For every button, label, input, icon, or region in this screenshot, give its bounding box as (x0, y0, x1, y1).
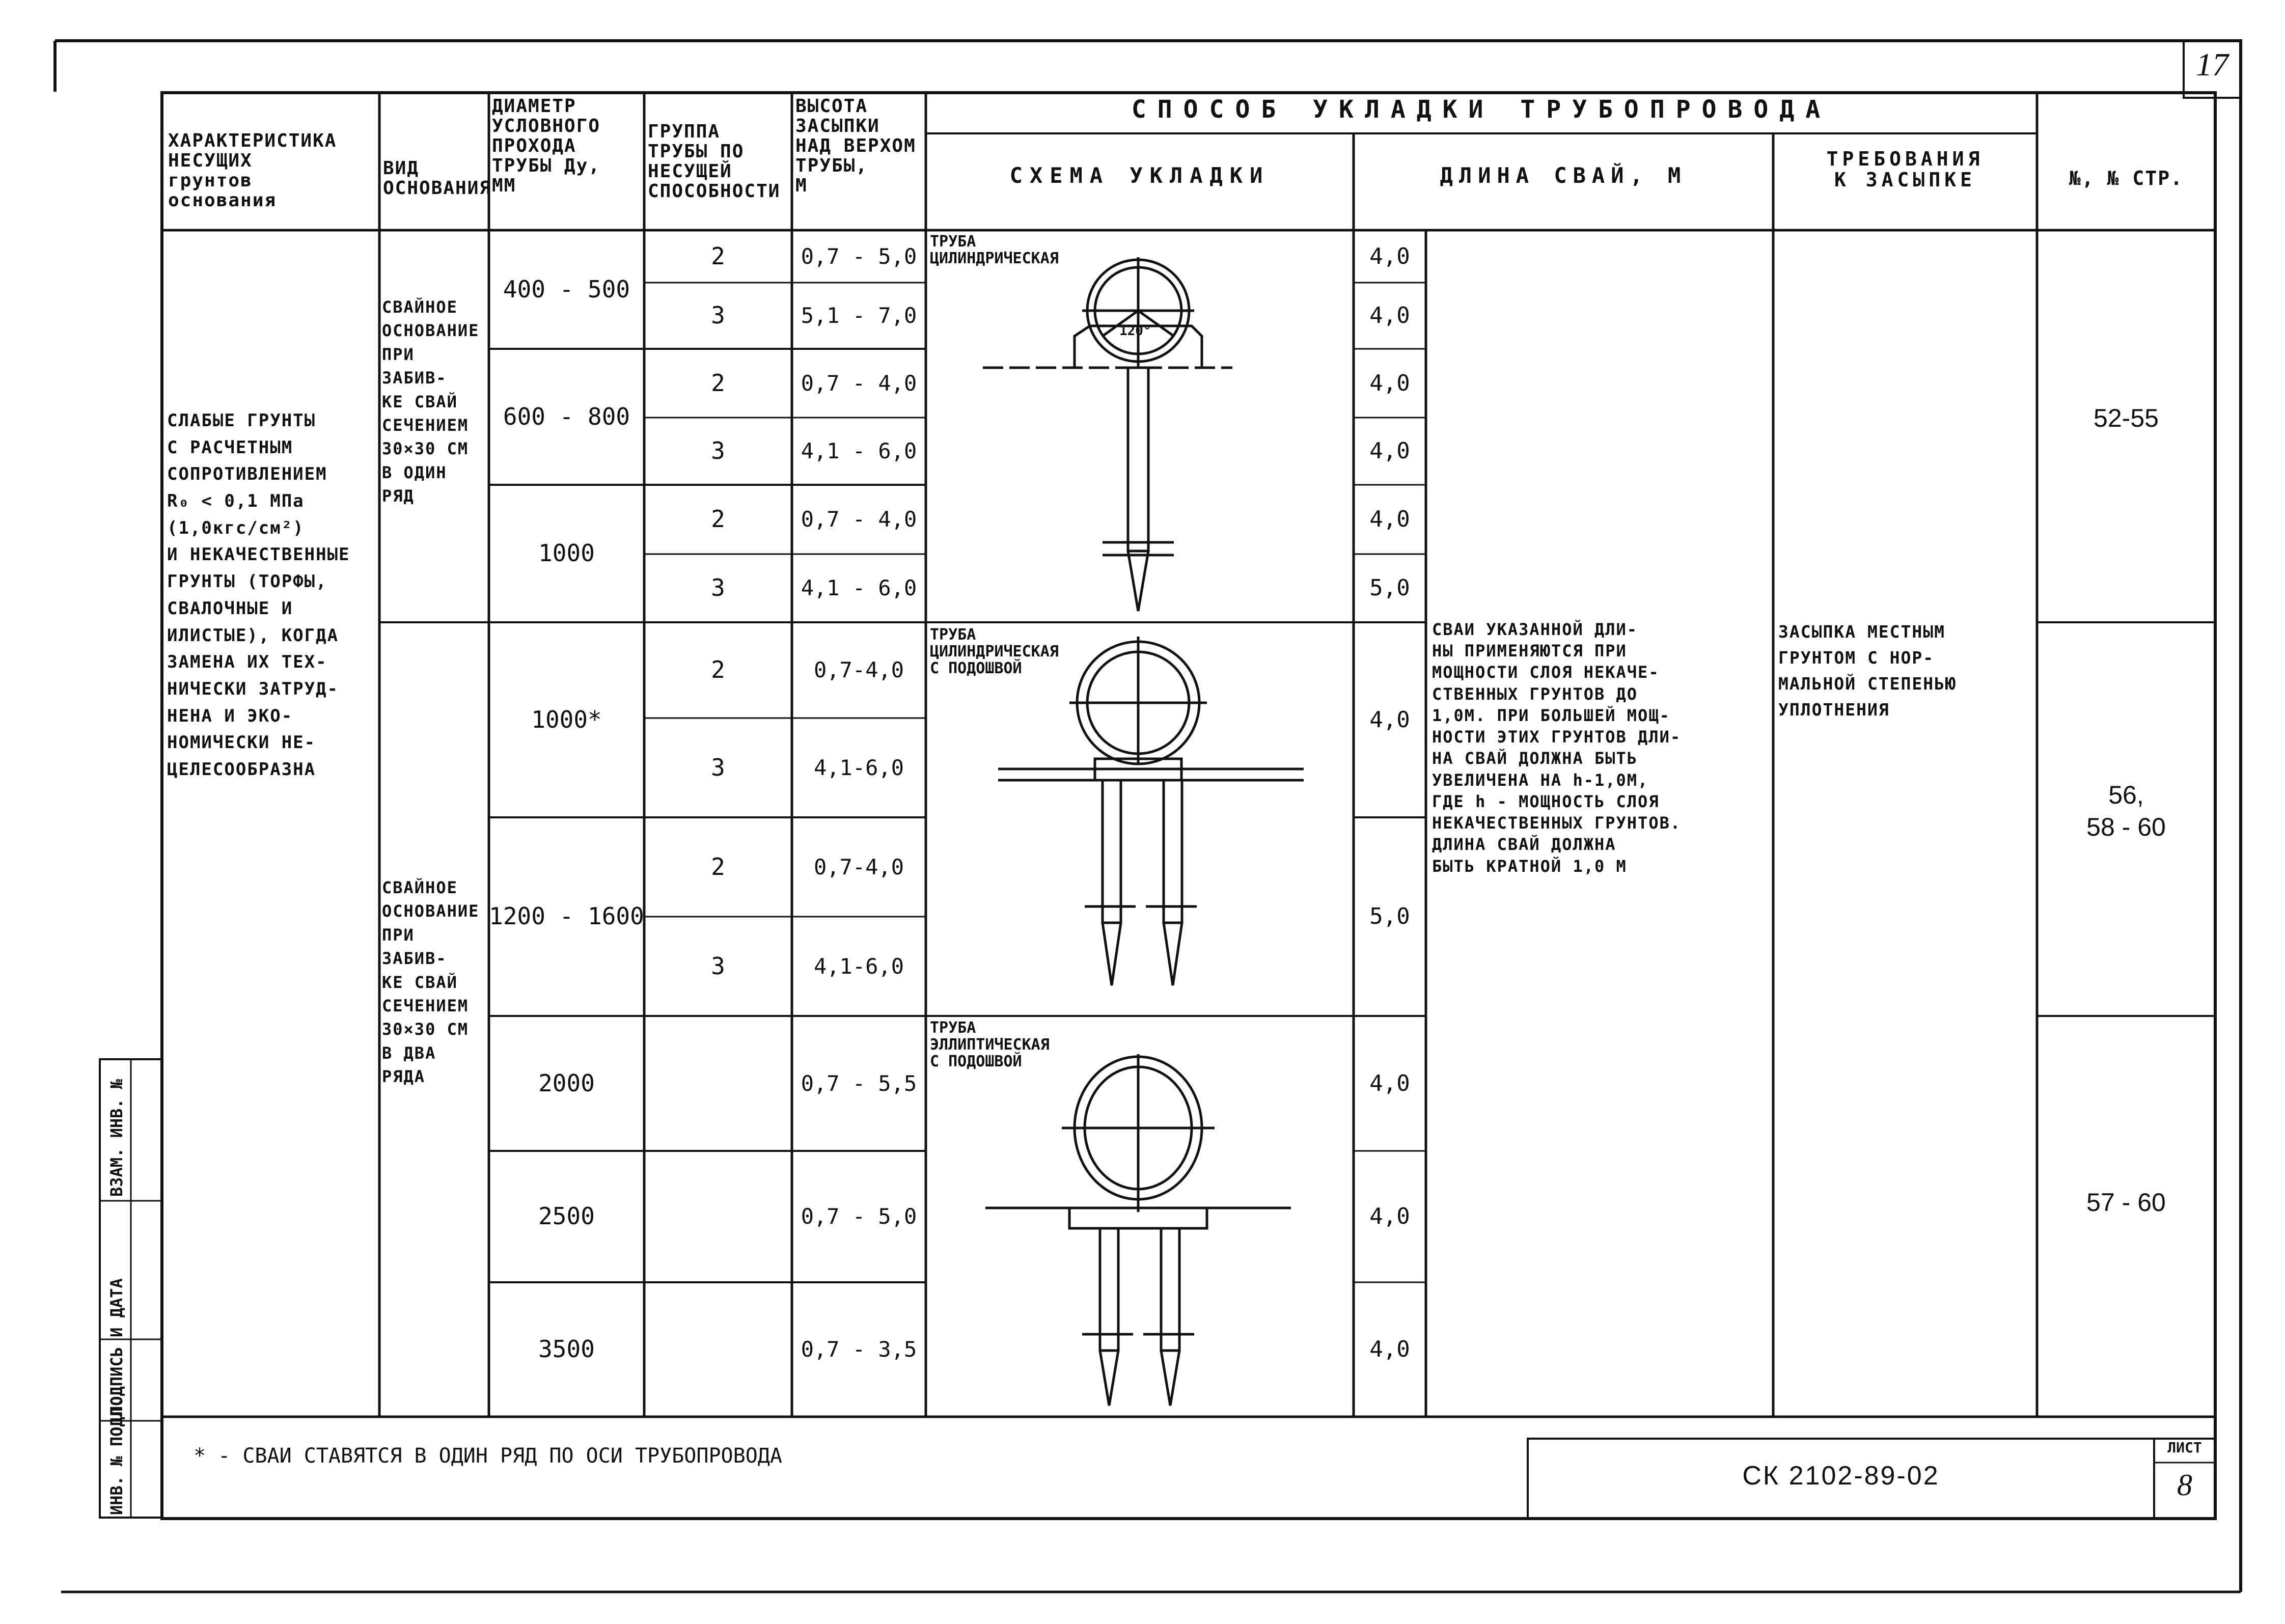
diameter-cell: 1200 - 1600 (489, 902, 644, 930)
group-cell: 3 (711, 952, 725, 980)
pile-length-note: СВАИ УКАЗАННОЙ ДЛИ- НЫ ПРИМЕНЯЮТСЯ ПРИ МОЩНОСТИ СЛОЯ НЕКАЧЕ- СТВЕННЫХ ГРУНТОВ ДО 1,0М. ПРИ БОЛЬШЕЙ МОЩ- НОСТИ ЭТИХ ГРУНТОВ ДЛИ- НА СВАЙ ДОЛЖНА БЫТЬ УВЕЛИЧЕНА НА h-1,0М, ГДЕ h - МОЩНОСТЬ СЛОЯ НЕКАЧЕСТВЕННЫХ ГРУНТОВ. ДЛИНА СВАЙ ДОЛЖНА БЫТЬ КРАТНОЙ 1,0 М (1432, 620, 1682, 876)
height-cell: 5,1 - 7,0 (801, 303, 917, 328)
height-cell: 0,7 - 3,5 (801, 1337, 917, 1362)
diameter-cell: 3500 (538, 1335, 595, 1363)
base-two-rows: СВАЙНОЕ ОСНОВАНИЕ ПРИ ЗАБИВ- КЕ СВАЙ СЕЧЕНИЕМ 30×30 СМ В ДВА РЯДА (382, 878, 480, 1087)
header-height: ВЫСОТА ЗАСЫПКИ НАД ВЕРХОМ ТРУБЫ, М (795, 96, 916, 196)
header-pile-length: ДЛИНА СВАЙ, М (1440, 163, 1687, 188)
backfill-requirement: ЗАСЫПКА МЕСТНЫМ ГРУНТОМ С НОР- МАЛЬНОЙ СТЕПЕНЬЮ УПЛОТНЕНИЯ (1778, 622, 1957, 720)
height-cell: 0,7-4,0 (813, 854, 904, 879)
pile-length-cell: 5,0 (1369, 575, 1410, 601)
group-cell: 2 (711, 505, 725, 533)
pile-length-cell: 4,0 (1369, 1203, 1410, 1230)
scheme-elliptical-two-piles (985, 1054, 1291, 1406)
height-cell: 0,7 - 4,0 (801, 370, 917, 396)
group-cell: 3 (711, 753, 725, 781)
pile-length-cell: 4,0 (1369, 302, 1410, 329)
height-cell: 0,7-4,0 (813, 657, 904, 683)
ref-pages: 57 - 60 (2086, 1188, 2166, 1217)
scheme-cylindrical-two-piles (998, 637, 1304, 985)
pile-length-cell: 4,0 (1369, 438, 1410, 464)
ref-pages: 56, 58 - 60 (2086, 781, 2166, 841)
sheet-corner-number: 17 (2196, 46, 2228, 82)
pile-length-cell: 4,0 (1369, 243, 1410, 269)
pile-length-cell: 4,0 (1369, 706, 1410, 733)
scheme-label-cylindrical: ТРУБА ЦИЛИНДРИЧЕСКАЯ (930, 233, 1059, 267)
pile-length-cell: 5,0 (1369, 903, 1410, 930)
footnote: * - СВАИ СТАВЯТСЯ В ОДИН РЯД ПО ОСИ ТРУБОПРОВОДА (194, 1444, 782, 1468)
header-method: СПОСОБ УКЛАДКИ ТРУБОПРОВОДА (1131, 95, 1832, 124)
height-cell: 4,1 - 6,0 (801, 438, 917, 464)
header-scheme: СХЕМА УКЛАДКИ (1009, 163, 1270, 188)
height-cell: 0,7 - 4,0 (801, 507, 917, 532)
pile-length-cell: 4,0 (1369, 1336, 1410, 1363)
ref-pages: 52-55 (2094, 404, 2159, 432)
scheme-label-cylindrical-sole: ТРУБА ЦИЛИНДРИЧЕСКАЯ С ПОДОШВОЙ (930, 626, 1059, 677)
group-cell: 2 (711, 852, 725, 880)
diameter-cell: 2000 (538, 1069, 595, 1097)
base-one-row: СВАЙНОЕ ОСНОВАНИЕ ПРИ ЗАБИВ- КЕ СВАЙ СЕЧЕНИЕМ 30×30 СМ В ОДИН РЯД (382, 297, 480, 506)
soil-description: СЛАБЫЕ ГРУНТЫ С РАСЧЕТНЫМ СОПРОТИВЛЕНИЕМ R₀ < 0,1 МПа (1,0кгс/см²) И НЕКАЧЕСТВЕННЫЕ ГРУНТЫ (ТОРФЫ, СВАЛОЧНЫЕ И ИЛИСТЫЕ), КОГДА ЗАМЕНА ИХ ТЕХ- НИЧЕСКИ ЗАТРУД- НЕНА И ЭКО- НОМИЧЕСКИ НЕ- ЦЕЛЕСООБРАЗНА (167, 410, 350, 780)
height-cell: 4,1-6,0 (813, 953, 904, 979)
stamp-inv-number: ИНВ. № ПОДЛ. (107, 1397, 126, 1515)
diameter-cell: 1000 (538, 539, 595, 567)
scheme-angle-label: 120° (1119, 323, 1151, 339)
sheet-number: 8 (2177, 1468, 2192, 1502)
group-cell: 3 (711, 574, 725, 602)
diameter-cell: 400 - 500 (503, 275, 630, 303)
document-code: СК 2102-89-02 (1742, 1461, 1940, 1491)
diameter-cell: 1000* (531, 705, 602, 733)
sheet-label: ЛИСТ (2167, 1439, 2202, 1456)
header-base: ВИД ОСНОВАНИЯ (383, 158, 492, 199)
header-backfill: ТРЕБОВАНИЯ К ЗАСЫПКЕ (1826, 148, 1984, 191)
header-group: ГРУППА ТРУБЫ ПО НЕСУЩЕЙ СПОСОБНОСТИ (648, 121, 781, 202)
diameter-cell: 2500 (538, 1202, 595, 1230)
scheme-cylindrical-single-pile (983, 257, 1232, 611)
stamp-replace-inv: ВЗАМ. ИНВ. № (107, 1079, 126, 1197)
scheme-label-elliptical-sole: ТРУБА ЭЛЛИПТИЧЕСКАЯ С ПОДОШВОЙ (930, 1019, 1050, 1070)
group-cell: 2 (711, 369, 725, 397)
stamp-signature-date: ПОДПИСЬ И ДАТА (107, 1278, 126, 1416)
height-cell: 0,7 - 5,5 (801, 1070, 917, 1096)
group-cell: 2 (711, 242, 725, 270)
group-cell: 2 (711, 656, 725, 684)
header-diameter: ДИАМЕТР УСЛОВНОГО ПРОХОДА ТРУБЫ Ду, ММ (492, 96, 601, 196)
pile-length-cell: 4,0 (1369, 506, 1410, 533)
header-ref: №, № СТР. (2069, 167, 2183, 189)
diameter-cell: 600 - 800 (503, 402, 630, 430)
group-cell: 3 (711, 437, 725, 465)
header-soil: ХАРАКТЕРИСТИКА НЕСУЩИХ грунтов основания (168, 130, 337, 211)
height-cell: 4,1 - 6,0 (801, 575, 917, 601)
pile-length-cell: 4,0 (1369, 1070, 1410, 1096)
group-cell: 3 (711, 301, 725, 329)
height-cell: 4,1-6,0 (813, 755, 904, 780)
height-cell: 0,7 - 5,0 (801, 243, 917, 269)
pile-length-cell: 4,0 (1369, 370, 1410, 396)
height-cell: 0,7 - 5,0 (801, 1204, 917, 1229)
